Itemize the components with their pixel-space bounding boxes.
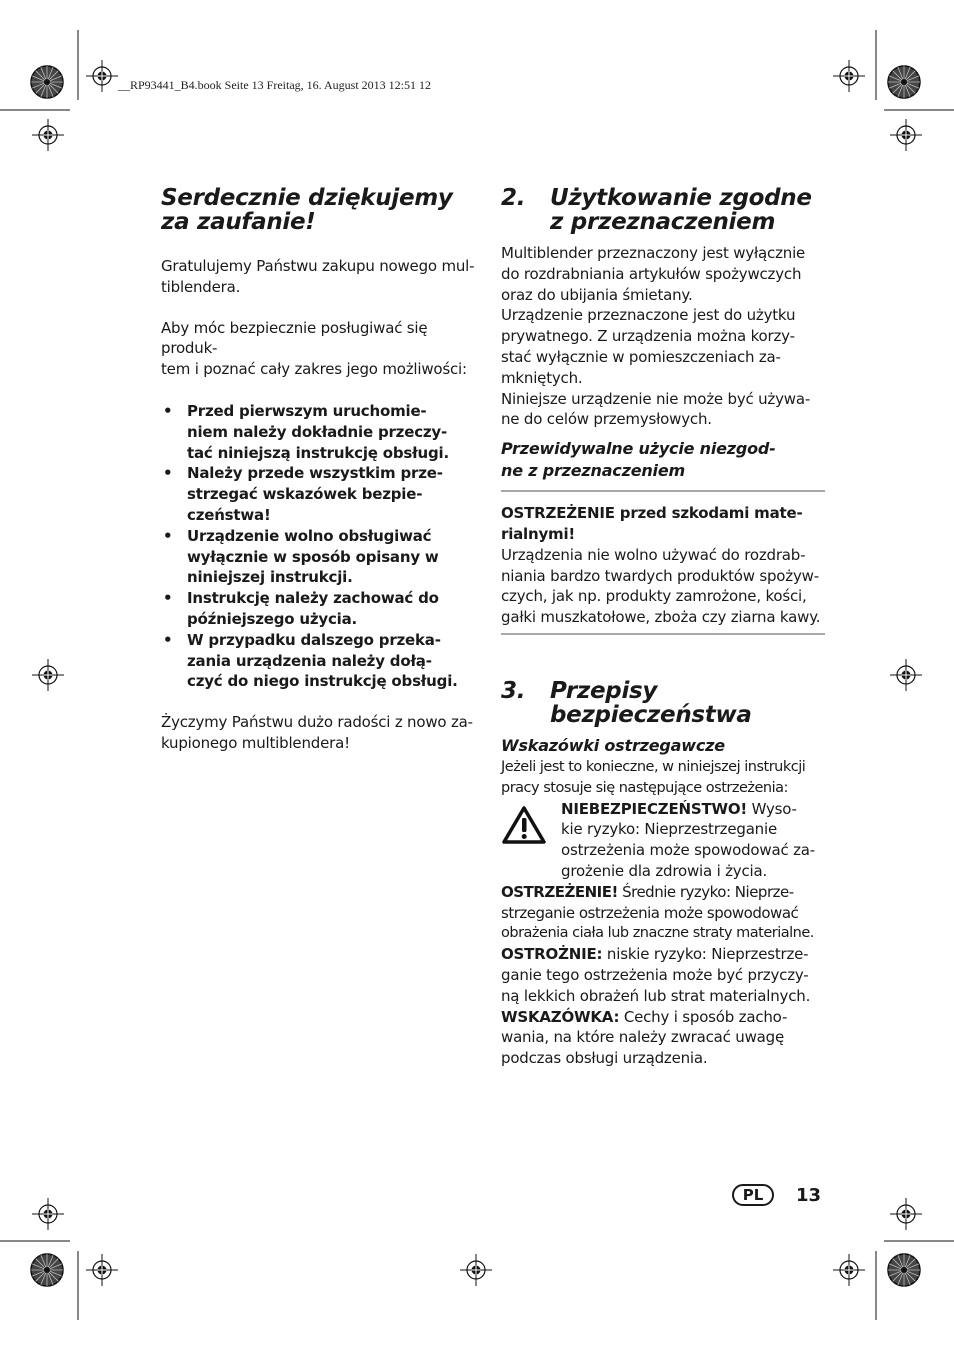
intended-use-paragraph: Multiblender przeznaczony jest wyłącznie do rozdrabniania artykułów spożywczych oraz do ubijania śmietany. Urządzenie przeznaczone jest do użytku prywatnego. Z urządzenia można korzy- stać wyłącznie w pomieszczeniach za- mkniętych. Niniejsze urządzenie nie może być używa- ne do celów przemysłowych.: [501, 244, 811, 429]
note-text: WSKAZÓWKA: Cechy i sposób zacho- wania, na które należy zwracać uwagę podczas obsługi urządzenia.: [501, 1007, 788, 1068]
list-item: • Urządzenie wolno obsługiwać wyłącznie w sposób opisany w niniejszej instrukcji.: [161, 526, 485, 588]
box-top-rule: [501, 490, 825, 492]
warnings-intro: Jeżeli jest to konieczne, w niniejszej instrukcji pracy stosuje się następujące ostrzeżenia:: [501, 758, 806, 796]
left-column: [161, 186, 485, 754]
warning-label: OSTRZEŻENIE!: [501, 882, 618, 901]
list-item: • W przypadku dalszego przeka- zania urządzenia należy dołą- czyć do niego instrukcję obsługi.: [161, 630, 485, 692]
note-label: WSKAZÓWKA:: [501, 1007, 620, 1026]
warning-box-title: OSTRZEŻENIE przed szkodami mate- rialnymi!: [501, 504, 803, 543]
danger-label: NIEBEZPIECZEŃSTWO!: [561, 799, 748, 818]
section-2-heading: 2. Użytkowanie zgodne z przeznaczeniem: [501, 185, 812, 235]
list-item: • Instrukcję należy zachować do późniejszego użycia.: [161, 588, 485, 630]
danger-text: NIEBEZPIECZEŃSTWO! Wyso- kie ryzyko: Nieprzestrzeganie ostrzeżenia może spowodować za- grożenie dla zdrowia i życia.: [561, 799, 815, 880]
box-bottom-rule: [501, 633, 825, 635]
warnings-subheading: Wskazówki ostrzegawcze: [501, 735, 725, 755]
caution-text: OSTROŻNIE: niskie ryzyko: Nieprzestrze- ganie tego ostrzeżenia może być przyczy- ną lekkich obrażeń lub strat materialnych.: [501, 945, 811, 1005]
caution-label: OSTROŻNIE:: [501, 945, 603, 964]
foreseeable-misuse-subheading: Przewidywalne użycie niezgod- ne z przeznaczeniem: [501, 439, 776, 481]
list-item: • Przed pierwszym uruchomie- niem należy dokładnie przeczy- tać niniejszą instrukcję obsługi.: [161, 401, 485, 463]
closing-paragraph: Życzymy Państwu dużo radości z nowo za- kupionego multiblendera!: [161, 713, 473, 752]
thanks-heading: Serdecznie dziękujemy za zaufanie!: [161, 185, 453, 235]
safety-bullet-list: [161, 401, 485, 692]
warning-text: OSTRZEŻENIE! Średnie ryzyko: Nieprze- strzeganie ostrzeżenia może spowodować obrażenia ciała lub znaczne straty materialne.: [501, 882, 814, 942]
warning-triangle-icon: [501, 799, 561, 882]
page-footer: [732, 1184, 821, 1206]
page-number: 13: [796, 1184, 822, 1206]
congrats-paragraph: Gratulujemy Państwu zakupu nowego mul- tiblendera.: [161, 257, 475, 296]
warning-box-text: Urządzenia nie wolno używać do rozdrab- niania bardzo twardych produktów spożyw- czych, jak np. produkty zamrożone, kości, gałki muszkatołowe, zboża czy ziarna kawy.: [501, 545, 821, 627]
list-item: • Należy przede wszystkim prze- strzegać wskazówek bezpie- czeństwa!: [161, 463, 485, 525]
danger-block: [501, 799, 825, 882]
intro-paragraph: Aby móc bezpiecznie posługiwać się produk- tem i poznać cały zakres jego możliwości:: [161, 318, 467, 379]
book-file-info: __RP93441_B4.book Seite 13 Freitag, 16. August 2013 12:51 12: [118, 78, 432, 92]
material-damage-warning-box: [501, 490, 825, 635]
language-badge: PL: [732, 1184, 774, 1206]
right-column: [501, 186, 825, 1069]
section-3-heading: 3. Przepisy bezpieczeństwa: [501, 677, 752, 728]
